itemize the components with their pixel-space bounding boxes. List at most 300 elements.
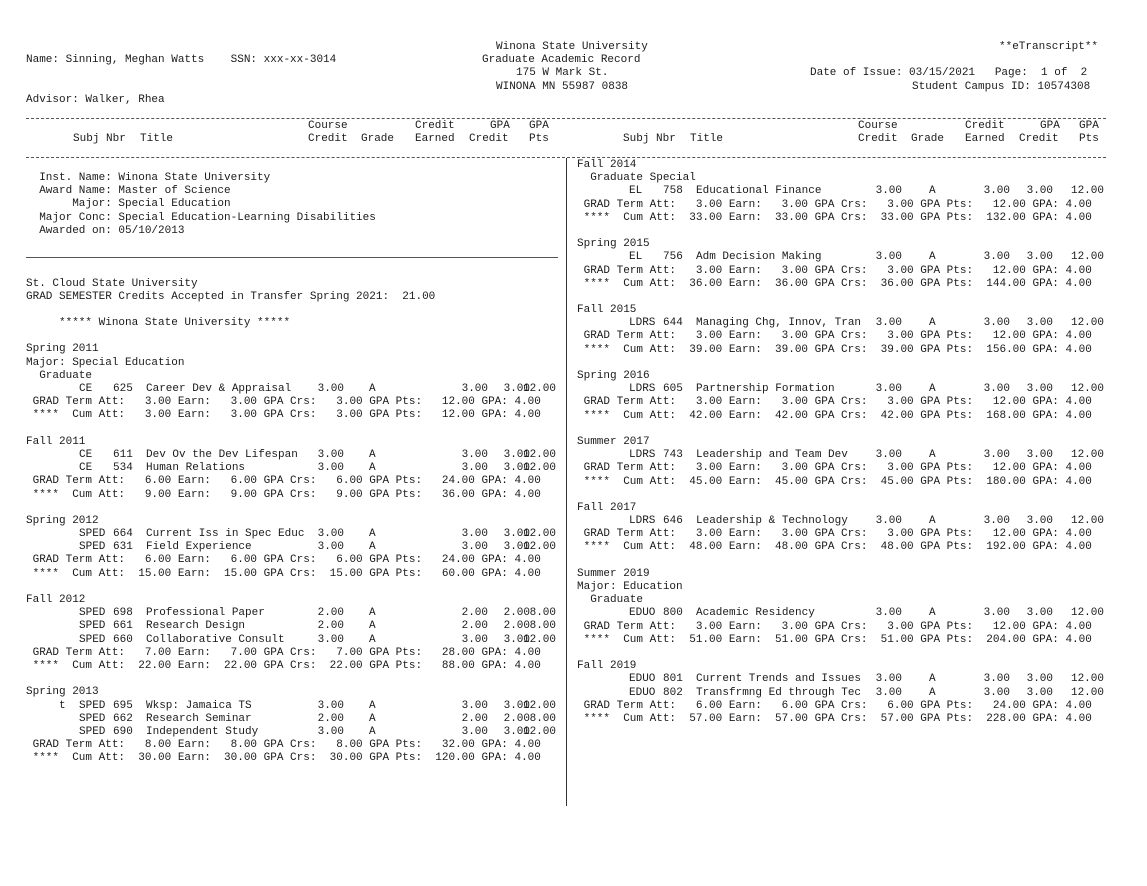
transcript-line-text: Major: Special Education bbox=[26, 356, 185, 369]
blank-line bbox=[577, 555, 1107, 568]
transcript-line-text: Fall 2011 bbox=[26, 435, 86, 448]
course-gpa-pts: 12.00 bbox=[1070, 185, 1104, 198]
course-grade: A bbox=[929, 251, 936, 264]
course-number: 611 bbox=[113, 448, 133, 461]
course-row bbox=[577, 185, 1107, 198]
course-earned: 2.00 bbox=[461, 607, 488, 620]
transcript-line bbox=[26, 515, 558, 528]
transcript-line bbox=[26, 317, 558, 330]
col-gpa-credit: Credit bbox=[469, 133, 509, 145]
transcript-line bbox=[26, 475, 558, 488]
transcript-line-text: GRAD Term Att: 3.00 Earn: 3.00 GPA Crs: 3.00 GPA Pts: 12.00 GPA: 4.00 bbox=[26, 396, 541, 409]
transcript-line bbox=[577, 462, 1107, 475]
course-number: 695 bbox=[113, 699, 133, 712]
course-credit: 3.00 bbox=[875, 515, 902, 528]
course-credit: 3.00 bbox=[875, 251, 902, 264]
transcript-line bbox=[26, 278, 558, 291]
course-row bbox=[577, 251, 1107, 264]
course-title: Managing Chg, Innov, Tran bbox=[696, 317, 862, 330]
course-prefix: t bbox=[59, 699, 66, 712]
course-gpa-credit: 2.00 bbox=[503, 712, 530, 725]
course-gpa-credit: 3.00 bbox=[1026, 449, 1053, 462]
course-credit: 3.00 bbox=[317, 462, 344, 475]
course-earned: 3.00 bbox=[983, 251, 1010, 264]
transcript-line bbox=[26, 409, 558, 422]
course-gpa-credit: 3.00 bbox=[503, 633, 530, 646]
transcript-line bbox=[577, 159, 1107, 172]
course-gpa-pts: 12.00 bbox=[522, 528, 556, 541]
transcript-line-text: GRAD Term Att: 3.00 Earn: 3.00 GPA Crs: 3.00 GPA Pts: 12.00 GPA: 4.00 bbox=[577, 264, 1092, 277]
transcript-line-text: GRAD Term Att: 6.00 Earn: 6.00 GPA Crs: 6.00 GPA Pts: 24.00 GPA: 4.00 bbox=[577, 699, 1092, 712]
course-gpa-credit: 3.00 bbox=[1026, 673, 1053, 686]
course-gpa-pts: 12.00 bbox=[522, 448, 556, 461]
col-gpa-credit-r: Credit bbox=[1019, 133, 1059, 145]
course-subject: LDRS bbox=[629, 515, 656, 528]
transcript-line-text: Fall 2015 bbox=[577, 304, 637, 317]
transcript-line-text: GRAD SEMESTER Credits Accepted in Transfer Spring 2021: 21.00 bbox=[26, 290, 436, 303]
course-gpa-pts: 12.00 bbox=[522, 462, 556, 475]
col-title: Title bbox=[140, 133, 174, 145]
transcript-line bbox=[577, 212, 1107, 225]
course-credit: 3.00 bbox=[317, 633, 344, 646]
transcript-line bbox=[26, 489, 558, 502]
course-number: 800 bbox=[663, 607, 683, 620]
advisor: Advisor: Walker, Rhea bbox=[26, 94, 165, 106]
blank-line bbox=[26, 423, 558, 436]
transcript-line-text: GRAD Term Att: 3.00 Earn: 3.00 GPA Crs: 3.00 GPA Pts: 12.00 GPA: 4.00 bbox=[577, 396, 1092, 409]
course-earned: 3.00 bbox=[983, 686, 1010, 699]
col-course-top-r: Course bbox=[858, 120, 898, 132]
transcript-line bbox=[577, 265, 1107, 278]
course-row bbox=[26, 620, 558, 633]
course-subject: SPED bbox=[79, 620, 106, 633]
blank-line bbox=[577, 357, 1107, 370]
transcript-line-text: Major: Special Education bbox=[26, 198, 231, 211]
course-earned: 3.00 bbox=[461, 541, 488, 554]
transcript-line-text: Award Name: Master of Science bbox=[26, 185, 231, 198]
course-row bbox=[577, 687, 1107, 700]
course-subject: CE bbox=[79, 462, 93, 475]
transcript-line bbox=[26, 370, 558, 383]
transcript-line bbox=[26, 568, 558, 581]
course-row bbox=[577, 673, 1107, 686]
etranscript-label: **eTranscript** bbox=[999, 41, 1099, 53]
course-grade: A bbox=[929, 317, 936, 330]
course-credit: 3.00 bbox=[317, 528, 344, 541]
transcript-line-text: Spring 2013 bbox=[26, 686, 99, 699]
transcript-line-text: **** Cum Att: 36.00 Earn: 36.00 GPA Crs: 36.00 GPA Pts: 144.00 GPA: 4.00 bbox=[577, 277, 1092, 290]
course-earned: 3.00 bbox=[461, 448, 488, 461]
course-title: Academic Residency bbox=[696, 607, 815, 620]
course-credit: 3.00 bbox=[317, 541, 344, 554]
transcript-line-text: **** Cum Att: 30.00 Earn: 30.00 GPA Crs: 30.00 GPA Pts: 120.00 GPA: 4.00 bbox=[26, 752, 541, 765]
course-gpa-pts: 12.00 bbox=[1070, 449, 1104, 462]
course-grade: A bbox=[369, 607, 376, 620]
col-earned: Earned bbox=[415, 133, 455, 145]
course-earned: 3.00 bbox=[461, 462, 488, 475]
col-credit-top: Credit bbox=[415, 120, 455, 132]
col-credit: Credit bbox=[308, 133, 348, 145]
blank-line bbox=[26, 264, 558, 277]
course-title: Partnership Formation bbox=[696, 383, 835, 396]
col-grade: Grade bbox=[361, 133, 395, 145]
col-gpa-top-r: GPA bbox=[1040, 120, 1060, 132]
transcript-line-text: **** Cum Att: 3.00 Earn: 3.00 GPA Crs: 3.00 GPA Pts: 12.00 GPA: 4.00 bbox=[26, 409, 541, 422]
course-row bbox=[26, 634, 558, 647]
header-rule-top bbox=[26, 118, 1106, 119]
blank-line bbox=[26, 238, 558, 251]
school-name: Winona State University bbox=[496, 41, 648, 53]
course-row bbox=[26, 726, 558, 739]
transcript-line bbox=[26, 686, 558, 699]
course-gpa-credit: 3.00 bbox=[503, 528, 530, 541]
transcript-line bbox=[577, 330, 1107, 343]
course-gpa-credit: 3.00 bbox=[503, 383, 530, 395]
course-credit: 3.00 bbox=[875, 185, 902, 198]
transcript-line bbox=[26, 752, 558, 765]
course-subject: EDUO bbox=[629, 607, 656, 620]
course-grade: A bbox=[369, 528, 376, 541]
transcript-line-text: Awarded on: 05/10/2013 bbox=[26, 224, 185, 237]
transcript-line bbox=[26, 647, 558, 660]
right-column bbox=[577, 159, 1107, 726]
course-grade: A bbox=[929, 449, 936, 462]
transcript-line-text: GRAD Term Att: 3.00 Earn: 3.00 GPA Crs: 3.00 GPA Pts: 12.00 GPA: 4.00 bbox=[577, 462, 1092, 475]
transcript-line bbox=[577, 594, 1107, 607]
transcript-line bbox=[577, 304, 1107, 317]
course-subject: EL bbox=[629, 251, 643, 264]
blank-line bbox=[26, 673, 558, 686]
course-subject: CE bbox=[79, 383, 93, 395]
section-rule bbox=[26, 251, 558, 264]
col-course-top: Course bbox=[308, 120, 348, 132]
course-earned: 3.00 bbox=[461, 528, 488, 541]
course-subject: LDRS bbox=[629, 317, 656, 330]
school-street: 175 W Mark St. bbox=[516, 67, 609, 79]
course-gpa-pts: 12.00 bbox=[522, 699, 556, 712]
course-gpa-pts: 8.00 bbox=[529, 712, 556, 725]
course-gpa-credit: 3.00 bbox=[1026, 686, 1053, 699]
transcript-line bbox=[577, 502, 1107, 515]
course-subject: SPED bbox=[79, 541, 106, 554]
course-title: Research Design bbox=[146, 620, 246, 633]
course-number: 661 bbox=[113, 620, 133, 633]
transcript-line bbox=[577, 238, 1107, 251]
course-subject: SPED bbox=[79, 633, 106, 646]
course-gpa-pts: 8.00 bbox=[529, 607, 556, 620]
transcript-line-text: **** Cum Att: 33.00 Earn: 33.00 GPA Crs: 33.00 GPA Pts: 132.00 GPA: 4.00 bbox=[577, 211, 1092, 224]
course-credit: 3.00 bbox=[875, 383, 902, 396]
course-grade: A bbox=[929, 383, 936, 396]
course-title: Career Dev & Appraisal bbox=[146, 383, 292, 395]
blank-line bbox=[26, 502, 558, 515]
course-gpa-credit: 3.00 bbox=[503, 725, 530, 738]
course-row bbox=[26, 607, 558, 620]
course-title: Leadership & Technology bbox=[696, 515, 848, 528]
course-title: Professional Paper bbox=[146, 607, 265, 620]
course-title: Dev Ov the Dev Lifespan bbox=[146, 448, 298, 461]
course-grade: A bbox=[369, 620, 376, 633]
course-title: Adm Decision Making bbox=[696, 251, 822, 264]
course-credit: 3.00 bbox=[875, 607, 902, 620]
transcript-line-text: Fall 2014 bbox=[577, 159, 637, 171]
transcript-line bbox=[577, 634, 1107, 647]
col-title-r: Title bbox=[690, 133, 724, 145]
course-gpa-credit: 2.00 bbox=[503, 620, 530, 633]
transcript-line bbox=[26, 357, 558, 370]
transcript-line-text: **** Cum Att: 15.00 Earn: 15.00 GPA Crs: 15.00 GPA Pts: 60.00 GPA: 4.00 bbox=[26, 567, 541, 580]
transcript-line bbox=[577, 660, 1107, 673]
course-grade: A bbox=[929, 607, 936, 620]
course-gpa-credit: 3.00 bbox=[1026, 317, 1053, 330]
course-gpa-pts: 8.00 bbox=[529, 620, 556, 633]
transcript-line-text: GRAD Term Att: 6.00 Earn: 6.00 GPA Crs: 6.00 GPA Pts: 24.00 GPA: 4.00 bbox=[26, 475, 541, 488]
transcript-line bbox=[577, 344, 1107, 357]
course-row bbox=[26, 383, 558, 396]
transcript-line bbox=[577, 568, 1107, 581]
course-gpa-pts: 12.00 bbox=[1070, 251, 1104, 264]
course-earned: 3.00 bbox=[983, 185, 1010, 198]
transcript-line bbox=[26, 436, 558, 449]
transcript-line-text: Fall 2012 bbox=[26, 594, 86, 606]
course-number: 534 bbox=[113, 462, 133, 475]
course-title: Wksp: Jamaica TS bbox=[146, 699, 252, 712]
section-rule-line bbox=[26, 257, 558, 258]
transcript-line-text: Major Conc: Special Education-Learning Disabilities bbox=[26, 211, 376, 224]
course-credit: 3.00 bbox=[317, 383, 344, 395]
transcript-line-text: **** Cum Att: 45.00 Earn: 45.00 GPA Crs: 45.00 GPA Pts: 180.00 GPA: 4.00 bbox=[577, 475, 1092, 488]
course-earned: 3.00 bbox=[983, 515, 1010, 528]
course-gpa-pts: 12.00 bbox=[1070, 607, 1104, 620]
transcript-line-text: **** Cum Att: 39.00 Earn: 39.00 GPA Crs: 39.00 GPA Pts: 156.00 GPA: 4.00 bbox=[577, 343, 1092, 356]
course-gpa-pts: 12.00 bbox=[1070, 317, 1104, 330]
transcript-line-text: **** Cum Att: 51.00 Earn: 51.00 GPA Crs: 51.00 GPA Pts: 204.00 GPA: 4.00 bbox=[577, 633, 1092, 646]
transcript-line-text: GRAD Term Att: 3.00 Earn: 3.00 GPA Crs: 3.00 GPA Pts: 12.00 GPA: 4.00 bbox=[577, 198, 1092, 211]
course-earned: 3.00 bbox=[983, 383, 1010, 396]
course-gpa-credit: 3.00 bbox=[503, 699, 530, 712]
transcript-line-text: **** Cum Att: 22.00 Earn: 22.00 GPA Crs: 22.00 GPA Pts: 88.00 GPA: 4.00 bbox=[26, 659, 541, 672]
transcript-line bbox=[577, 199, 1107, 212]
course-credit: 3.00 bbox=[875, 317, 902, 330]
col-pts: Pts bbox=[529, 133, 549, 145]
course-title: Current Iss in Spec Educ bbox=[146, 528, 305, 541]
course-grade: A bbox=[929, 673, 936, 686]
course-number: 802 bbox=[663, 686, 683, 699]
course-title: Educational Finance bbox=[696, 185, 822, 198]
course-gpa-credit: 3.00 bbox=[503, 541, 530, 554]
course-number: 698 bbox=[113, 607, 133, 620]
course-grade: A bbox=[929, 686, 936, 699]
course-grade: A bbox=[929, 185, 936, 198]
course-title: Research Seminar bbox=[146, 712, 252, 725]
transcript-line bbox=[577, 528, 1107, 541]
course-title: Field Experience bbox=[146, 541, 252, 554]
course-earned: 3.00 bbox=[983, 607, 1010, 620]
transcript-line-text: GRAD Term Att: 8.00 Earn: 8.00 GPA Crs: 8.00 GPA Pts: 32.00 GPA: 4.00 bbox=[26, 739, 541, 752]
transcript-line-text: Fall 2019 bbox=[577, 660, 637, 673]
course-row bbox=[577, 383, 1107, 396]
course-number: 646 bbox=[663, 515, 683, 528]
course-subject: EDUO bbox=[629, 673, 656, 686]
left-column bbox=[26, 172, 558, 765]
course-subject: SPED bbox=[79, 528, 106, 541]
course-title: Current Trends and Issues bbox=[696, 673, 862, 686]
col-subj-nbr: Subj Nbr bbox=[73, 133, 126, 145]
course-gpa-pts: 12.00 bbox=[1070, 686, 1104, 699]
course-subject: EDUO bbox=[629, 686, 656, 699]
transcript-line-text: ***** Winona State University ***** bbox=[26, 317, 291, 330]
course-grade: A bbox=[369, 541, 376, 554]
course-row bbox=[26, 700, 558, 713]
transcript-line-text: GRAD Term Att: 3.00 Earn: 3.00 GPA Crs: 3.00 GPA Pts: 12.00 GPA: 4.00 bbox=[577, 528, 1092, 541]
course-grade: A bbox=[369, 448, 376, 461]
transcript-line-text: Spring 2015 bbox=[577, 238, 650, 251]
course-earned: 2.00 bbox=[461, 620, 488, 633]
transcript-line bbox=[577, 410, 1107, 423]
transcript-line-text: Spring 2016 bbox=[577, 370, 650, 382]
course-row bbox=[26, 449, 558, 462]
transcript-line-text: Major: Education bbox=[577, 581, 683, 593]
transcript-line bbox=[26, 212, 558, 225]
course-grade: A bbox=[369, 633, 376, 646]
blank-line bbox=[577, 225, 1107, 238]
course-row bbox=[26, 713, 558, 726]
col-gpa2-top: GPA bbox=[529, 120, 549, 132]
course-number: 631 bbox=[113, 541, 133, 554]
course-gpa-pts: 12.00 bbox=[522, 383, 556, 395]
course-grade: A bbox=[369, 383, 376, 395]
course-earned: 3.00 bbox=[983, 673, 1010, 686]
course-subject: SPED bbox=[79, 712, 106, 725]
transcript-line bbox=[26, 343, 558, 356]
course-credit: 3.00 bbox=[317, 448, 344, 461]
transcript-line-text: GRAD Term Att: 3.00 Earn: 3.00 GPA Crs: 3.00 GPA Pts: 12.00 GPA: 4.00 bbox=[577, 620, 1092, 633]
course-gpa-credit: 3.00 bbox=[1026, 607, 1053, 620]
transcript-line bbox=[26, 739, 558, 752]
transcript-line bbox=[577, 396, 1107, 409]
transcript-line-text: Inst. Name: Winona State University bbox=[26, 172, 271, 184]
transcript-line-text: Graduate Special bbox=[577, 172, 696, 185]
course-title: Leadership and Team Dev bbox=[696, 449, 848, 462]
course-number: 756 bbox=[663, 251, 683, 264]
course-row bbox=[577, 317, 1107, 330]
record-title: Graduate Academic Record bbox=[482, 54, 641, 66]
blank-line bbox=[577, 423, 1107, 436]
course-gpa-pts: 12.00 bbox=[522, 633, 556, 646]
course-title: Independent Study bbox=[146, 725, 259, 738]
course-gpa-pts: 12.00 bbox=[1070, 673, 1104, 686]
course-credit: 3.00 bbox=[875, 449, 902, 462]
course-earned: 3.00 bbox=[983, 449, 1010, 462]
course-gpa-credit: 2.00 bbox=[503, 607, 530, 620]
course-grade: A bbox=[369, 725, 376, 738]
transcript-line bbox=[577, 700, 1107, 713]
course-number: 662 bbox=[113, 712, 133, 725]
course-gpa-credit: 3.00 bbox=[1026, 515, 1053, 528]
blank-line bbox=[577, 489, 1107, 502]
course-gpa-pts: 12.00 bbox=[522, 725, 556, 738]
course-earned: 3.00 bbox=[983, 317, 1010, 330]
course-number: 625 bbox=[113, 383, 133, 395]
col-gpa-top: GPA bbox=[490, 120, 510, 132]
course-earned: 3.00 bbox=[461, 633, 488, 646]
transcript-line bbox=[26, 198, 558, 211]
blank-line bbox=[26, 304, 558, 317]
transcript-line bbox=[577, 581, 1107, 594]
course-number: 690 bbox=[113, 725, 133, 738]
col-earned-r: Earned bbox=[965, 133, 1005, 145]
course-earned: 3.00 bbox=[461, 383, 488, 395]
course-gpa-credit: 3.00 bbox=[503, 448, 530, 461]
transcript-line-text: Fall 2017 bbox=[577, 501, 637, 514]
column-divider bbox=[566, 158, 567, 806]
col-credit-top-r: Credit bbox=[965, 120, 1005, 132]
course-gpa-pts: 12.00 bbox=[1070, 515, 1104, 528]
transcript-line-text: GRAD Term Att: 3.00 Earn: 3.00 GPA Crs: 3.00 GPA Pts: 12.00 GPA: 4.00 bbox=[577, 330, 1092, 343]
course-credit: 2.00 bbox=[317, 712, 344, 725]
col-grade-r: Grade bbox=[911, 133, 945, 145]
transcript-line-text: Summer 2019 bbox=[577, 567, 650, 580]
transcript-line-text: **** Cum Att: 9.00 Earn: 9.00 GPA Crs: 9.00 GPA Pts: 36.00 GPA: 4.00 bbox=[26, 488, 541, 501]
transcript-line bbox=[26, 554, 558, 567]
transcript-line-text: Summer 2017 bbox=[577, 435, 650, 448]
transcript-line bbox=[26, 660, 558, 673]
transcript-line-text: GRAD Term Att: 7.00 Earn: 7.00 GPA Crs: 7.00 GPA Pts: 28.00 GPA: 4.00 bbox=[26, 646, 541, 659]
transcript-line-text: **** Cum Att: 42.00 Earn: 42.00 GPA Crs: 42.00 GPA Pts: 168.00 GPA: 4.00 bbox=[577, 409, 1092, 422]
course-row bbox=[577, 449, 1107, 462]
col-pts-r: Pts bbox=[1079, 133, 1099, 145]
transcript-line bbox=[26, 594, 558, 607]
course-earned: 2.00 bbox=[461, 712, 488, 725]
transcript-line bbox=[26, 396, 558, 409]
course-row bbox=[577, 515, 1107, 528]
course-gpa-credit: 3.00 bbox=[1026, 383, 1053, 396]
blank-line bbox=[26, 330, 558, 343]
course-earned: 3.00 bbox=[461, 699, 488, 712]
transcript-line bbox=[577, 621, 1107, 634]
course-grade: A bbox=[369, 462, 376, 475]
course-earned: 3.00 bbox=[461, 725, 488, 738]
transcript-line bbox=[577, 713, 1107, 726]
blank-line bbox=[577, 647, 1107, 660]
transcript-line bbox=[26, 172, 558, 185]
transcript-line bbox=[577, 278, 1107, 291]
course-gpa-credit: 3.00 bbox=[1026, 185, 1053, 198]
col-subj-nbr-r: Subj Nbr bbox=[623, 133, 676, 145]
course-subject: SPED bbox=[79, 725, 106, 738]
course-title: Transfrmng Ed through Tec bbox=[696, 686, 862, 699]
course-number: 664 bbox=[113, 528, 133, 541]
student-campus-id: Student Campus ID: 10574308 bbox=[912, 81, 1091, 93]
transcript-line-text: St. Cloud State University bbox=[26, 277, 198, 290]
course-subject: LDRS bbox=[629, 383, 656, 396]
course-number: 758 bbox=[663, 185, 683, 198]
school-city: WINONA MN 55987 0838 bbox=[496, 81, 629, 93]
course-row bbox=[26, 541, 558, 554]
course-subject: CE bbox=[79, 448, 93, 461]
transcript-line bbox=[26, 291, 558, 304]
transcript-line bbox=[577, 436, 1107, 449]
transcript-line bbox=[577, 476, 1107, 489]
transcript-line bbox=[577, 172, 1107, 185]
course-credit: 3.00 bbox=[317, 725, 344, 738]
transcript-line-text: Spring 2012 bbox=[26, 514, 99, 527]
course-grade: A bbox=[369, 699, 376, 712]
course-row bbox=[26, 528, 558, 541]
transcript-line-text: **** Cum Att: 48.00 Earn: 48.00 GPA Crs: 48.00 GPA Pts: 192.00 GPA: 4.00 bbox=[577, 541, 1092, 554]
course-number: 743 bbox=[663, 449, 683, 462]
course-credit: 3.00 bbox=[875, 673, 902, 686]
